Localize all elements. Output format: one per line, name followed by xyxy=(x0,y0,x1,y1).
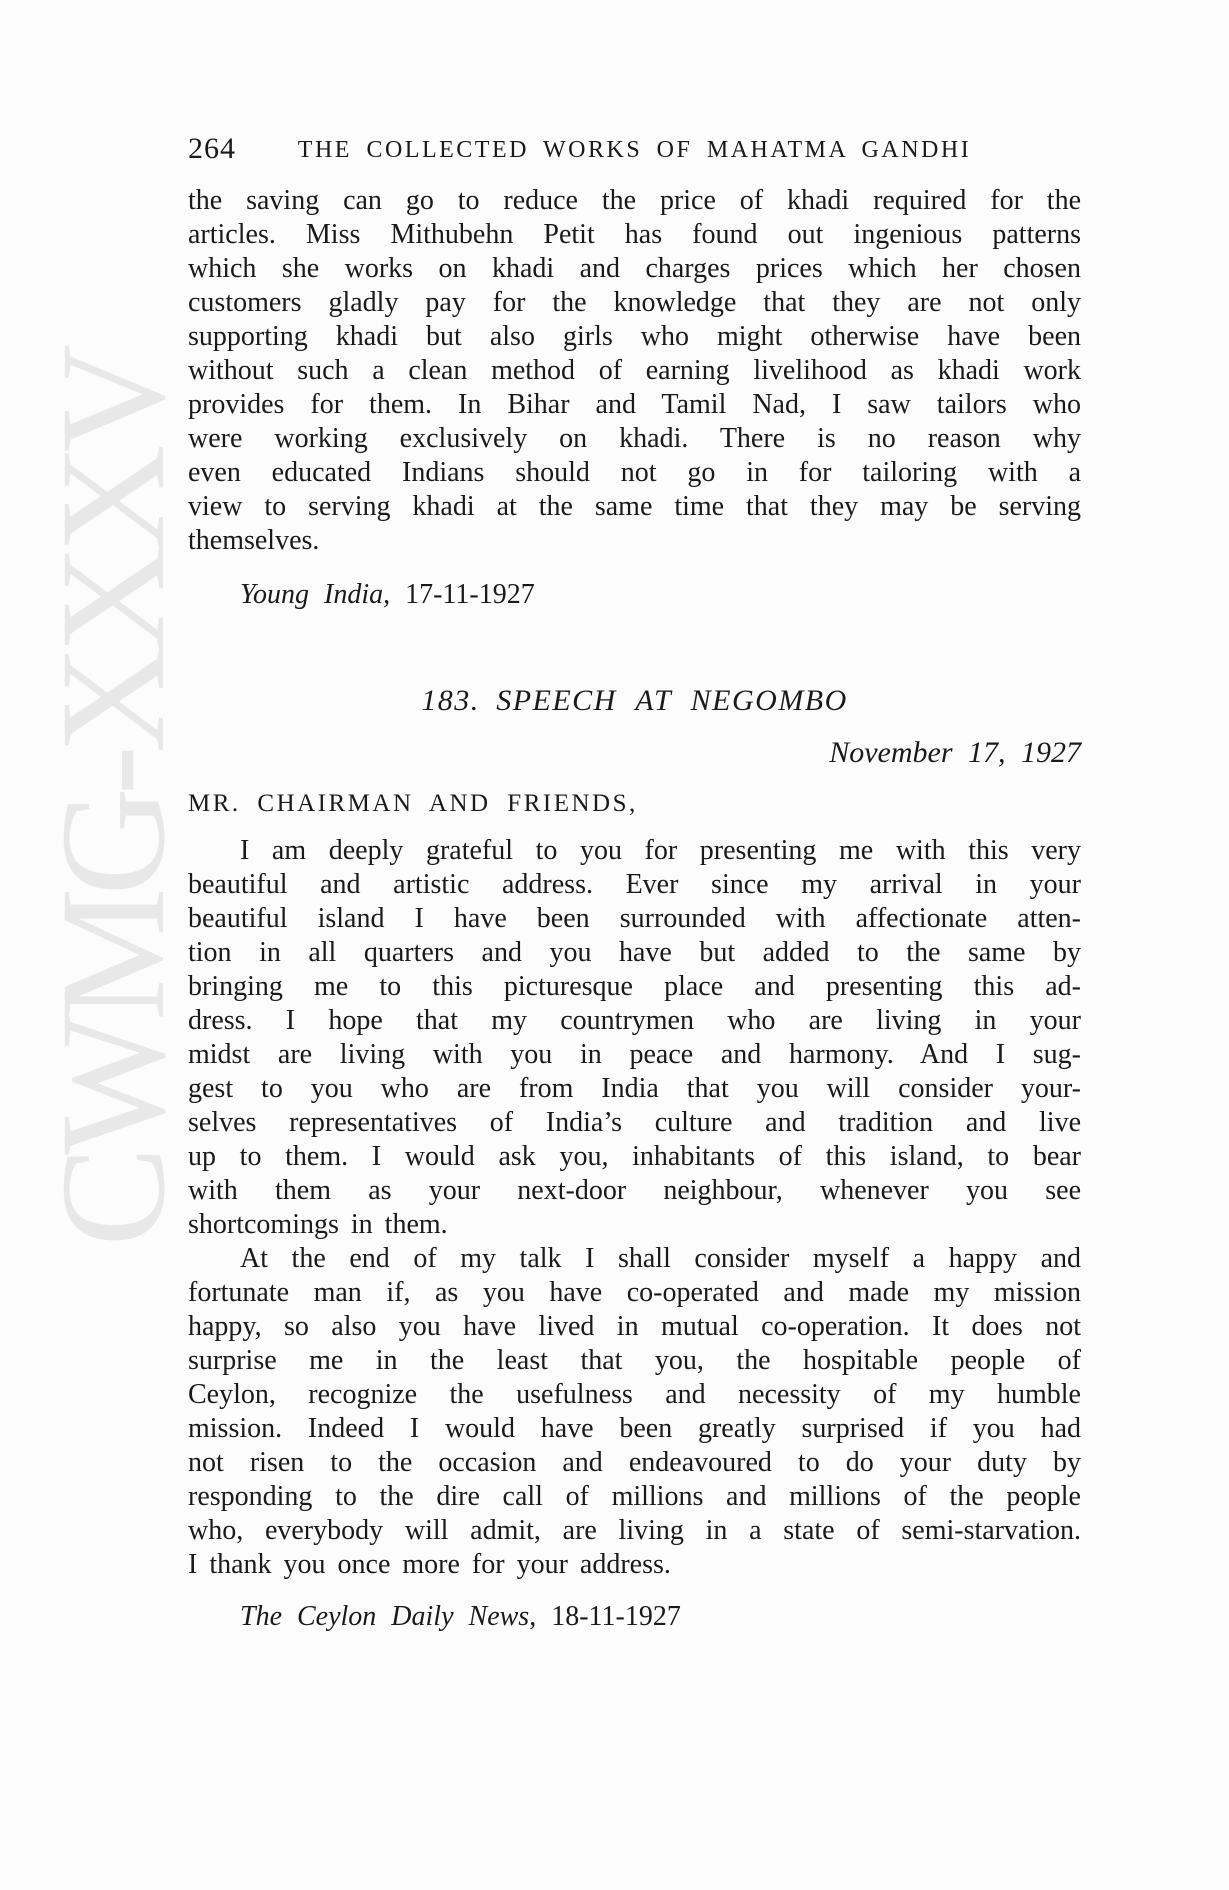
source-citation xyxy=(188,578,1081,612)
text-line: the saving can go to reduce the price of khadi required for the xyxy=(188,185,1081,216)
page-number: 264 xyxy=(188,132,236,165)
volume-watermark: CWMG-XXXV xyxy=(30,352,196,1247)
text-line: provides for them. In Bihar and Tamil Nad, I saw tailors who xyxy=(188,389,1081,420)
citation-date: , 17-11-1927 xyxy=(383,579,535,610)
text-line: happy, so also you have lived in mutual co-operation. It does not xyxy=(188,1311,1081,1342)
section-title: SPEECH AT NEGOMBO xyxy=(496,684,848,717)
text-line: selves representatives of India’s culture and tradition and live xyxy=(188,1107,1081,1138)
text-column xyxy=(188,0,1081,1890)
text-line: which she works on khadi and charges prices which her chosen xyxy=(188,253,1081,284)
text-line: beautiful and artistic address. Ever since my arrival in your xyxy=(188,869,1081,900)
text-line: midst are living with you in peace and harmony. And I sug- xyxy=(188,1039,1081,1070)
text-line: I thank you once more for your address. xyxy=(188,1549,671,1580)
speech-paragraph-1 xyxy=(188,834,1081,1242)
text-line: with them as your next-door neighbour, whenever you see xyxy=(188,1175,1081,1206)
salutation: MR. CHAIRMAN AND FRIENDS, xyxy=(188,790,638,817)
text-line: bringing me to this picturesque place and presenting this ad- xyxy=(188,971,1081,1002)
text-line: dress. I hope that my countrymen who are living in your xyxy=(188,1005,1081,1036)
section-number: 183. xyxy=(421,684,480,717)
text-line: not risen to the occasion and endeavoured to do your duty by xyxy=(188,1447,1081,1478)
dateline: November 17, 1927 xyxy=(829,736,1081,769)
text-line: fortunate man if, as you have co-operated and made my mission xyxy=(188,1277,1081,1308)
text-line: tion in all quarters and you have but added to the same by xyxy=(188,937,1081,968)
citation-source: Young India xyxy=(240,579,384,610)
text-line: without such a clean method of earning livelihood as khadi work xyxy=(188,355,1081,386)
running-header: THE COLLECTED WORKS OF MAHATMA GANDHI xyxy=(297,137,972,163)
section-heading xyxy=(188,684,1081,718)
text-line: gest to you who are from India that you will consider your- xyxy=(188,1073,1081,1104)
text-line: At the end of my talk I shall consider myself a happy and xyxy=(240,1243,1081,1274)
page-header xyxy=(188,130,1081,168)
text-line: view to serving khadi at the same time that they may be serving xyxy=(188,491,1081,522)
text-line: up to them. I would ask you, inhabitants of this island, to bear xyxy=(188,1141,1081,1172)
continuation-paragraph xyxy=(188,184,1081,558)
text-line: articles. Miss Mithubehn Petit has found out ingenious patterns xyxy=(188,219,1081,250)
text-line: beautiful island I have been surrounded with affectionate atten- xyxy=(188,903,1081,934)
source-citation xyxy=(188,1600,1081,1634)
speech-paragraph-2 xyxy=(188,1242,1081,1582)
text-line: supporting khadi but also girls who might otherwise have been xyxy=(188,321,1081,352)
text-line: were working exclusively on khadi. There is no reason why xyxy=(188,423,1081,454)
text-line: customers gladly pay for the knowledge that they are not only xyxy=(188,287,1081,318)
text-line: themselves. xyxy=(188,525,320,556)
citation-source: The Ceylon Daily News xyxy=(240,1601,530,1632)
text-line: mission. Indeed I would have been greatly surprised if you had xyxy=(188,1413,1081,1444)
text-line: who, everybody will admit, are living in a state of semi-starvation. xyxy=(188,1515,1081,1546)
citation-date: , 18-11-1927 xyxy=(529,1601,681,1632)
text-line: surprise me in the least that you, the hospitable people of xyxy=(188,1345,1081,1376)
text-line: I am deeply grateful to you for presenting me with this very xyxy=(240,835,1081,866)
text-line: responding to the dire call of millions and millions of the people xyxy=(188,1481,1081,1512)
text-line: Ceylon, recognize the usefulness and necessity of my humble xyxy=(188,1379,1081,1410)
text-line: even educated Indians should not go in for tailoring with a xyxy=(188,457,1081,488)
text-line: shortcomings in them. xyxy=(188,1209,448,1240)
